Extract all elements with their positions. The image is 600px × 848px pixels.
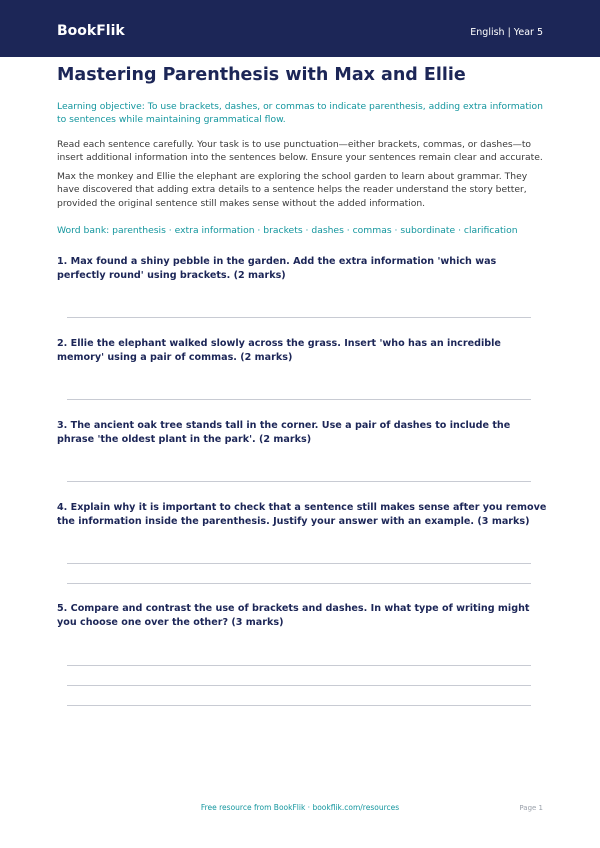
answer-line-q4-1[interactable] — [67, 563, 531, 564]
question-5: 5. Compare and contrast the use of brackets and dashes. In what type of writing might you choose one over the other? (3 marks) — [57, 603, 530, 629]
answer-line-q4-2[interactable] — [67, 583, 531, 584]
page-title: Mastering Parenthesis with Max and Ellie — [57, 65, 466, 85]
answer-line-q2[interactable] — [67, 399, 531, 400]
answer-line-q5-3[interactable] — [67, 705, 531, 706]
page-number: Page 1 — [519, 804, 543, 812]
intro-paragraph: Read each sentence carefully. Your task is to use punctuation—either brackets, commas, or dashes—to insert additional information into the sentences below. Ensure your sentences remain clear and accurate. — [57, 139, 543, 164]
word-bank: Word bank: parenthesis · extra information · brackets · dashes · commas · subordinate · clarification — [57, 225, 518, 236]
answer-line-q3[interactable] — [67, 481, 531, 482]
story-paragraph: Max the monkey and Ellie the elephant are exploring the school garden to learn about grammar. They have discovered that adding extra details to a sentence helps the reader understand the story better, provided the original sentence still makes sense without the added information. — [57, 171, 528, 209]
answer-line-q1[interactable] — [67, 317, 531, 318]
learning-objective: Learning objective: To use brackets, dashes, or commas to indicate parenthesis, adding extra information to sentences while maintaining grammatical flow. — [57, 101, 543, 126]
footer-credit: Free resource from BookFlik · bookflik.com/resources — [200, 803, 400, 812]
answer-line-q5-1[interactable] — [67, 665, 531, 666]
question-1: 1. Max found a shiny pebble in the garden. Add the extra information 'which was perfectly round' using brackets. (2 marks) — [57, 256, 497, 282]
answer-line-q5-2[interactable] — [67, 685, 531, 686]
header-bar — [0, 0, 600, 57]
subject-year-label: English | Year 5 — [470, 27, 543, 38]
question-4: 4. Explain why it is important to check that a sentence still makes sense after you remove the information inside the parenthesis. Justify your answer with an example. (3 marks) — [57, 502, 547, 528]
brand-logo: BookFlik — [57, 23, 125, 39]
question-3: 3. The ancient oak tree stands tall in the corner. Use a pair of dashes to include the phrase 'the oldest plant in the park'. (2 marks) — [57, 420, 511, 446]
question-2: 2. Ellie the elephant walked slowly across the grass. Insert 'who has an incredible memory' using a pair of commas. (2 marks) — [57, 338, 501, 364]
